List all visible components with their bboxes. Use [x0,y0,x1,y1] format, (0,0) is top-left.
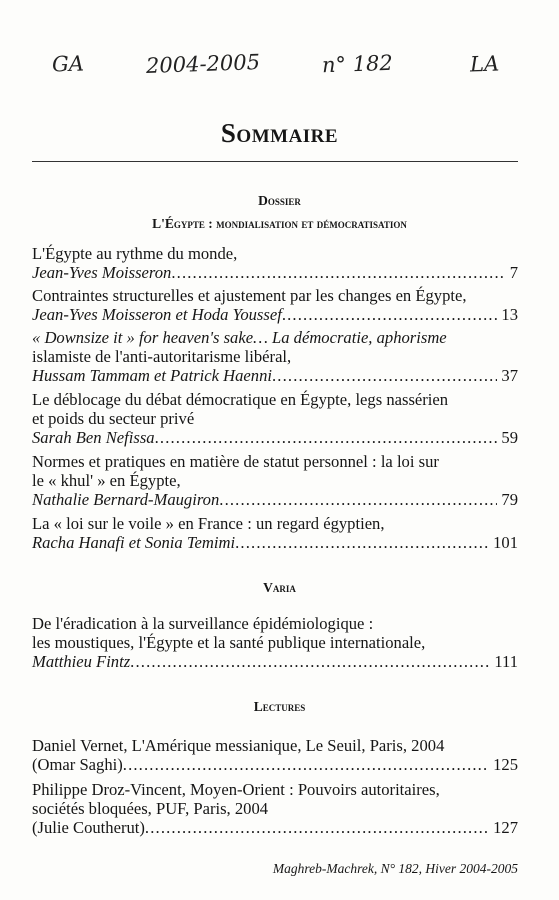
leader-dots [155,428,498,447]
leader-dots [123,755,489,774]
toc-entry[interactable] [32,452,518,509]
entry-page-number: 37 [501,366,518,385]
section-heading-lectures: Lectures [253,699,306,714]
entry-reviewer: (Julie Coutherut) [32,818,145,837]
entry-authors: Jean-Yves Moisseron et Hoda Youssef [32,305,282,324]
entry-title-line: Normes et pratiques en matière de statut personnel : la loi sur [32,452,439,471]
entry-authors: Matthieu Fintz [32,652,131,671]
entry-title-line: L'Égypte au rythme du monde, [32,244,238,263]
toc-entry[interactable] [32,736,518,774]
entry-title-line: les moustiques, l'Égypte et la santé publique internationale, [32,633,426,652]
entry-title-line: La « loi sur le voile » en France : un regard égyptien, [32,514,385,533]
entry-title-line: et poids du secteur privé [32,409,195,428]
handwritten-note-left: GA [51,51,85,77]
entry-authors: Racha Hanafi et Sonia Temimi [32,533,236,552]
dossier-theme: L'Égypte : mondialisation et démocratisation [152,216,407,231]
entry-page-number: 125 [493,755,518,774]
entry-title-line: sociétés bloquées, PUF, Paris, 2004 [32,799,269,818]
handwritten-note-right: LA [469,51,500,77]
entry-authors: Sarah Ben Nefissa [32,428,155,447]
entry-title-line: Daniel Vernet, L'Amérique messianique, Le Seuil, Paris, 2004 [32,736,445,755]
entry-title-line: le « khul' » en Égypte, [32,471,181,490]
toc-entry[interactable] [32,328,518,385]
leader-dots [145,818,489,837]
toc-entry[interactable] [32,780,518,837]
entry-title-italic: « Downsize it » for heaven's sake… La démocratie, aphorisme [32,328,447,347]
title-rule [32,161,518,162]
entry-title-line [32,328,518,347]
entry-title-line: Le déblocage du débat démocratique en Égypte, legs nassérien [32,390,449,409]
entry-page-number: 59 [501,428,518,447]
entry-reviewer: (Omar Saghi) [32,755,123,774]
entry-page-number: 127 [493,818,518,837]
entry-title-line: islamiste de l'anti-autoritarisme libéral, [32,347,292,366]
entry-page-number: 13 [501,305,518,324]
toc-entry[interactable] [32,614,518,671]
footer-citation: Maghreb-Machrek, N° 182, Hiver 2004-2005 [272,861,518,876]
section-heading-varia: Varia [263,580,296,595]
entry-title-line: Contraintes structurelles et ajustement par les changes en Égypte, [32,286,467,305]
toc-entry[interactable] [32,390,518,447]
leader-dots [130,652,490,671]
entry-page-number: 7 [509,263,518,282]
handwritten-note-issue-number: n° 182 [321,50,394,78]
leader-dots [171,263,505,282]
section-heading-dossier: Dossier [258,193,301,208]
entry-authors: Hussam Tammam et Patrick Haenni [32,366,272,385]
entry-title-line: De l'éradication à la surveillance épidémiologique : [32,614,374,633]
handwritten-note-years: 2004-2005 [145,50,261,78]
toc-entry[interactable] [32,286,518,324]
entry-authors: Jean-Yves Moisseron [32,263,172,282]
leader-dots [282,305,498,324]
toc-entry[interactable] [32,514,518,552]
entry-authors: Nathalie Bernard-Maugiron [32,490,220,509]
entry-page-number: 111 [494,652,518,671]
entry-page-number: 79 [501,490,518,509]
entry-title-line: Philippe Droz-Vincent, Moyen-Orient : Pouvoirs autoritaires, [32,780,440,799]
leader-dots [235,533,489,552]
leader-dots [272,366,497,385]
leader-dots [219,490,497,509]
page-title: Sommaire [220,118,339,148]
toc-entry[interactable] [32,244,518,282]
entry-page-number: 101 [493,533,518,552]
